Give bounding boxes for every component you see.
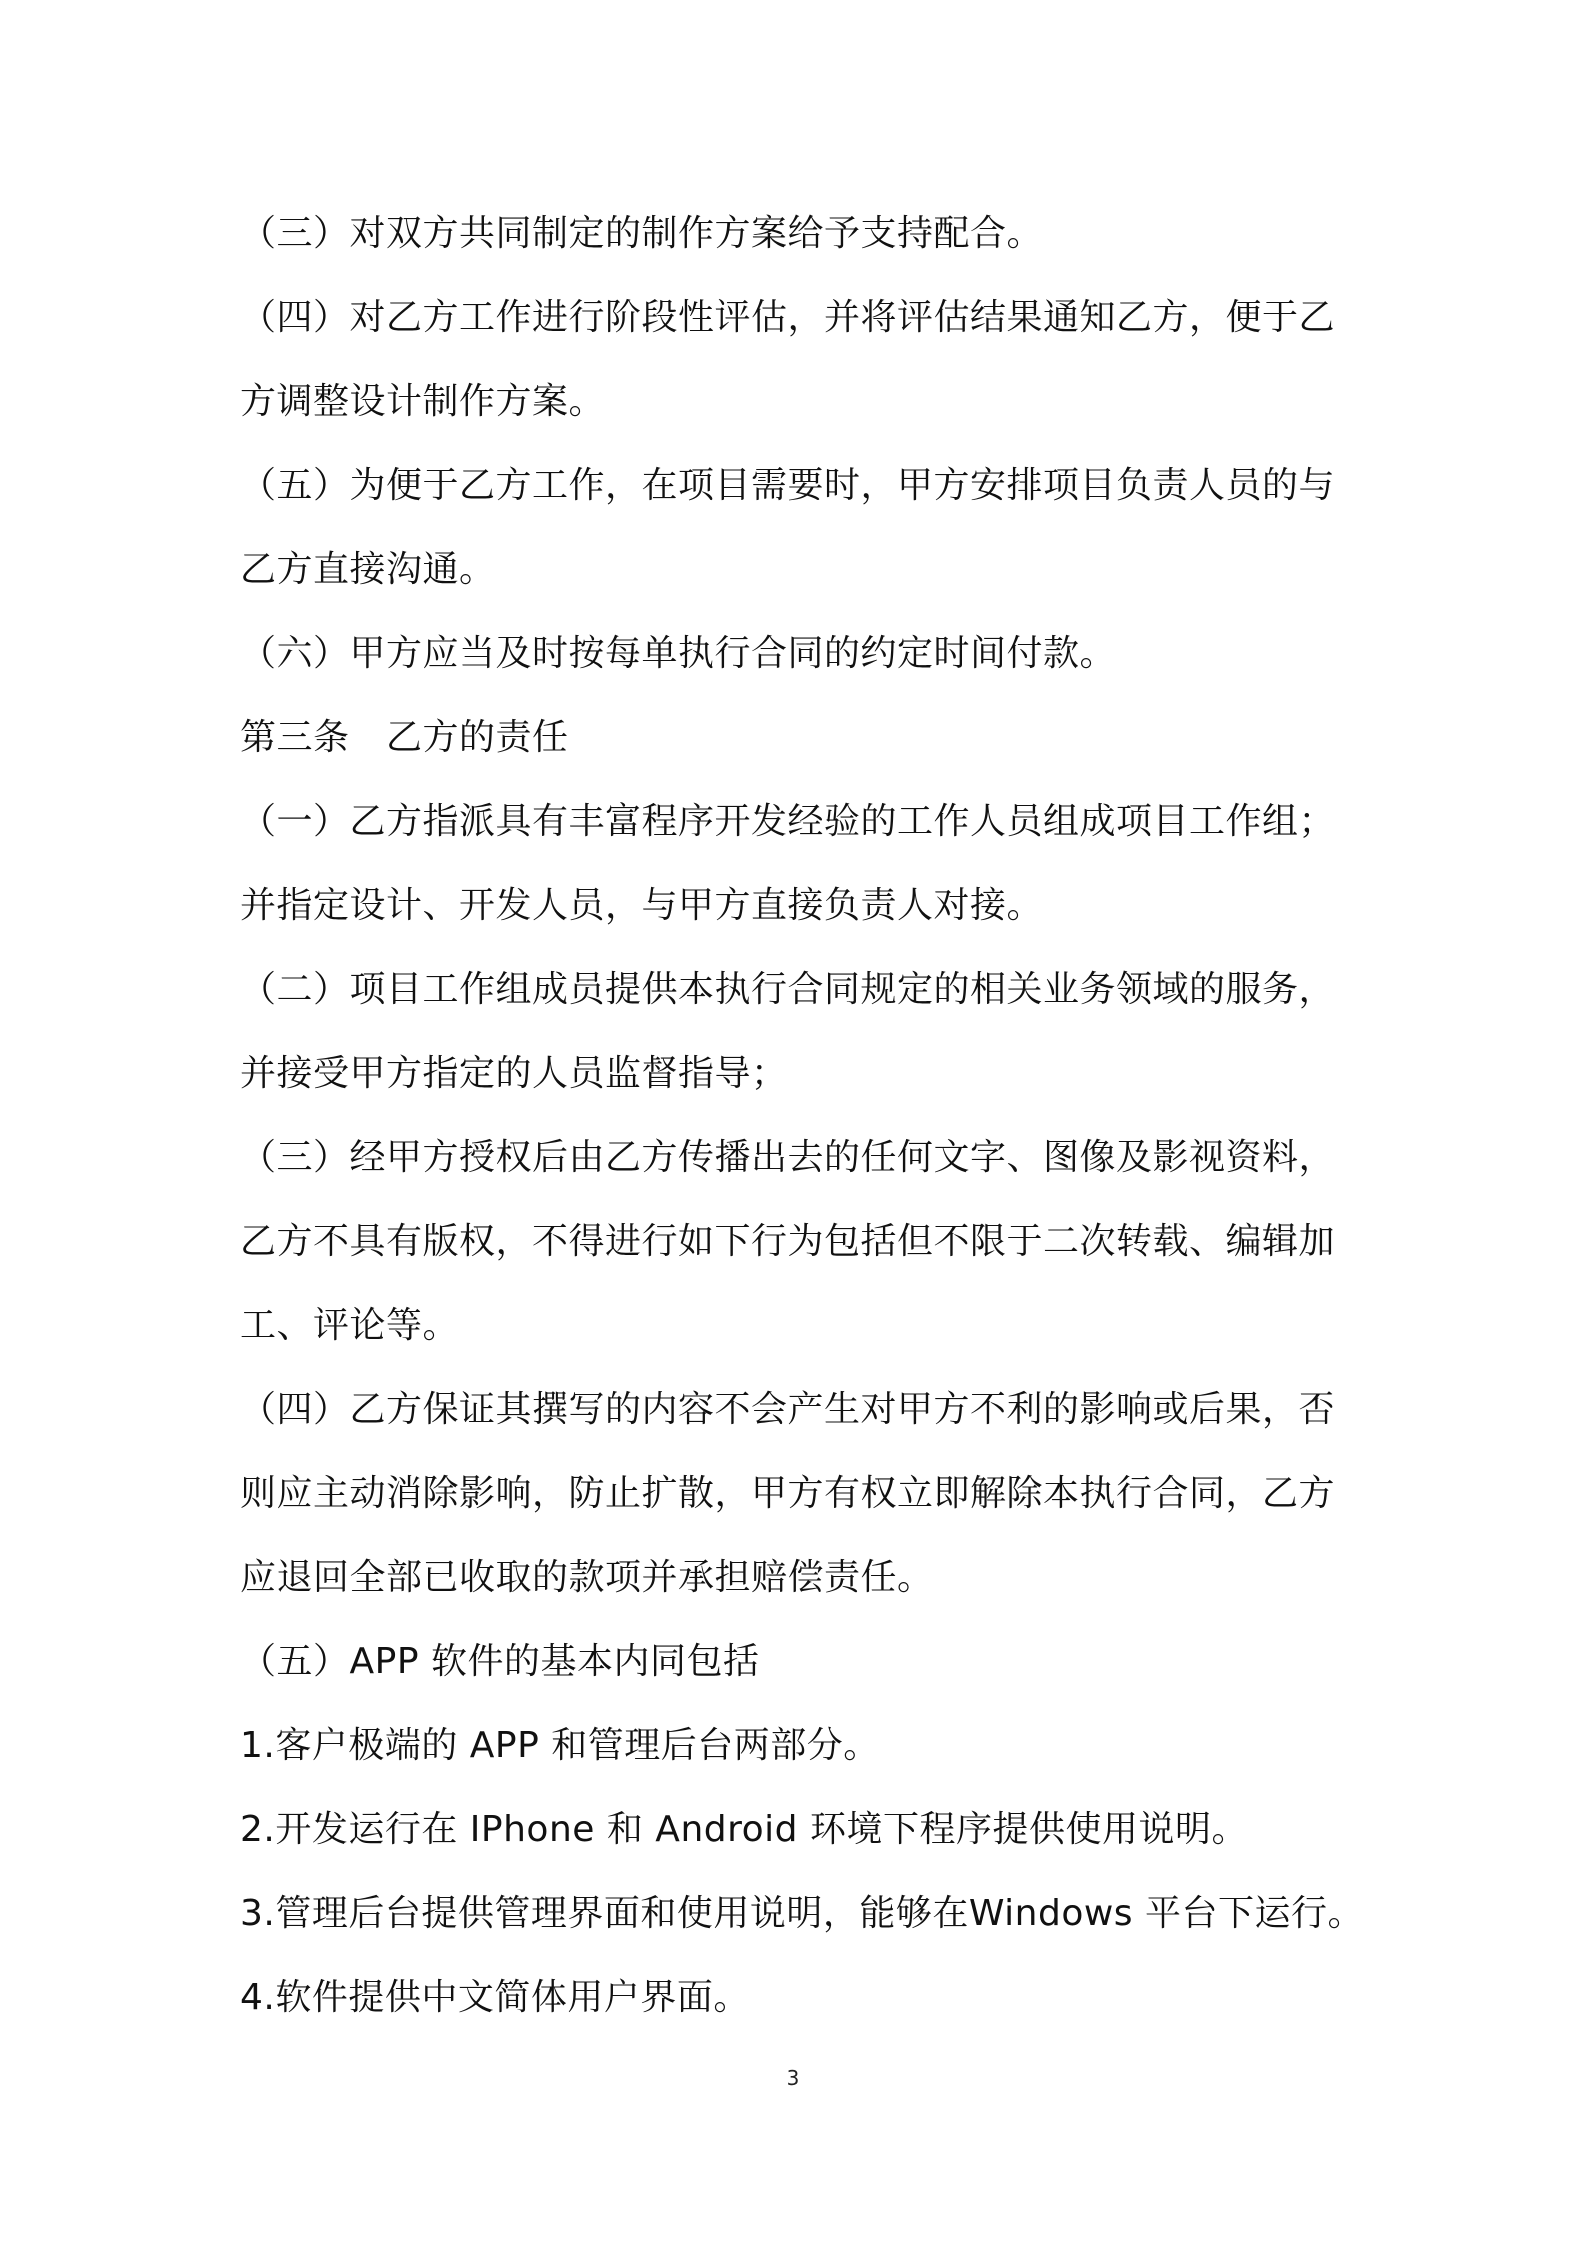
text-line: 应退回全部已收取的款项并承担赔偿责任。 bbox=[240, 1557, 934, 1598]
text-line: 方调整设计制作方案。 bbox=[240, 381, 606, 422]
text-line: （六）甲方应当及时按每单执行合同的约定时间付款。 bbox=[240, 633, 1117, 674]
text-line: 乙方直接沟通。 bbox=[240, 549, 496, 590]
text-line: 并指定设计、开发人员，与甲方直接负责人对接。 bbox=[240, 885, 1044, 926]
text-line: （二）项目工作组成员提供本执行合同规定的相关业务领域的服务， bbox=[240, 969, 1336, 1010]
text-line: （五）为便于乙方工作，在项目需要时，甲方安排项目负责人员的与 bbox=[240, 465, 1336, 506]
document-body bbox=[240, 192, 1364, 2040]
page-number: 3 bbox=[786, 2066, 800, 2090]
list-item: 1.客户极端的 APP 和管理后台两部分。 bbox=[240, 1725, 880, 1766]
text-line: （四）乙方保证其撰写的内容不会产生对甲方不利的影响或后果，否 bbox=[240, 1389, 1336, 1430]
section-heading: 第三条 乙方的责任 bbox=[240, 717, 569, 758]
text-line: 工、评论等。 bbox=[240, 1305, 460, 1346]
text-line: 乙方不具有版权，不得进行如下行为包括但不限于二次转载、编辑加 bbox=[240, 1221, 1336, 1262]
text-line: （三）对双方共同制定的制作方案给予支持配合。 bbox=[240, 213, 1044, 254]
list-item: 2.开发运行在 IPhone 和 Android 环境下程序提供使用说明。 bbox=[240, 1809, 1248, 1850]
list-item: 4.软件提供中文简体用户界面。 bbox=[240, 1977, 750, 2018]
text-line: （一）乙方指派具有丰富程序开发经验的工作人员组成项目工作组； bbox=[240, 801, 1336, 842]
text-line: （五）APP 软件的基本内同包括 bbox=[240, 1641, 760, 1682]
text-line: （三）经甲方授权后由乙方传播出去的任何文字、图像及影视资料， bbox=[240, 1137, 1336, 1178]
text-line: （四）对乙方工作进行阶段性评估，并将评估结果通知乙方，便于乙 bbox=[240, 297, 1336, 338]
text-line: 则应主动消除影响，防止扩散，甲方有权立即解除本执行合同，乙方 bbox=[240, 1473, 1336, 1514]
list-item: 3.管理后台提供管理界面和使用说明，能够在Windows 平台下运行。 bbox=[240, 1893, 1364, 1934]
text-line: 并接受甲方指定的人员监督指导； bbox=[240, 1053, 788, 1094]
